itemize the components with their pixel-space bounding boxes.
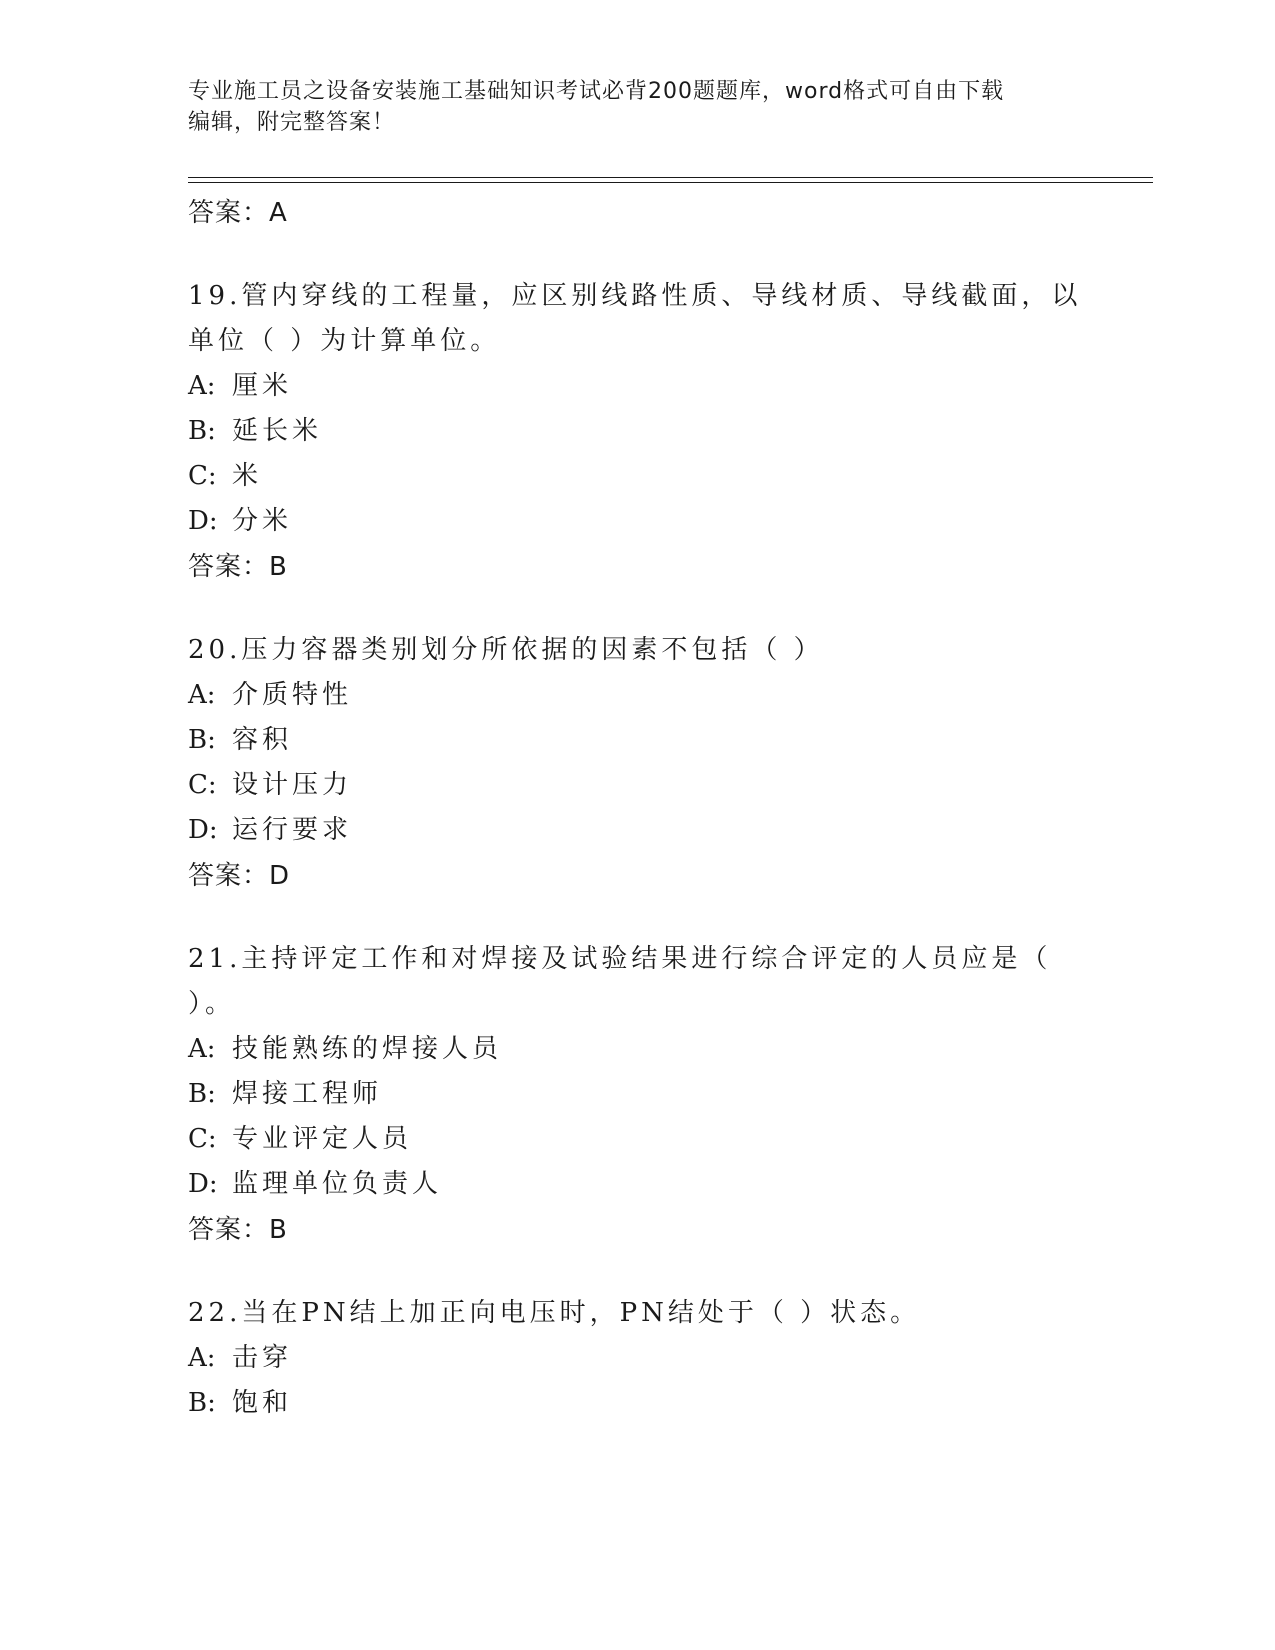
question-22 bbox=[188, 1291, 1088, 1426]
question-20 bbox=[188, 628, 1088, 899]
question-stem: 20.压力容器类别划分所依据的因素不包括（ ） bbox=[188, 635, 824, 665]
option-letter: C: bbox=[188, 461, 217, 491]
previous-answer: 答案：A bbox=[188, 198, 288, 228]
option-a bbox=[188, 1027, 1088, 1072]
option-text: 击穿 bbox=[232, 1343, 293, 1373]
option-letter: A: bbox=[188, 1343, 216, 1373]
question-stem: 21.主持评定工作和对焊接及试验结果进行综合评定的人员应是（ ）。 bbox=[188, 944, 1052, 1019]
document-header bbox=[188, 76, 1068, 138]
option-b bbox=[188, 1381, 1088, 1426]
question-stem: 19.管内穿线的工程量，应区别线路性质、导线材质、导线截面，以单位（ ）为计算单位。 bbox=[188, 281, 1082, 356]
option-text: 延长米 bbox=[232, 416, 323, 446]
question-19 bbox=[188, 274, 1088, 590]
option-c bbox=[188, 1117, 1088, 1162]
option-letter: B: bbox=[188, 1388, 216, 1418]
option-letter: C: bbox=[188, 770, 217, 800]
option-c bbox=[188, 454, 1088, 499]
option-letter: C: bbox=[188, 1124, 217, 1154]
option-letter: A: bbox=[188, 680, 216, 710]
option-c bbox=[188, 763, 1088, 808]
option-d bbox=[188, 808, 1088, 853]
option-d bbox=[188, 1162, 1088, 1207]
answer-label: 答案：B bbox=[188, 552, 288, 582]
option-letter: B: bbox=[188, 1079, 216, 1109]
option-letter: D: bbox=[188, 815, 218, 845]
option-letter: B: bbox=[188, 416, 216, 446]
option-text: 分米 bbox=[232, 506, 293, 536]
option-a bbox=[188, 673, 1088, 718]
header-divider-top bbox=[188, 177, 1153, 178]
option-text: 米 bbox=[232, 461, 263, 491]
option-b bbox=[188, 409, 1088, 454]
option-a bbox=[188, 1336, 1088, 1381]
option-text: 运行要求 bbox=[232, 815, 353, 845]
option-text: 设计压力 bbox=[232, 770, 353, 800]
answer-label: 答案：D bbox=[188, 861, 291, 891]
option-text: 焊接工程师 bbox=[232, 1079, 383, 1109]
option-letter: A: bbox=[188, 1034, 216, 1064]
answer-label: 答案：B bbox=[188, 1215, 288, 1245]
option-letter: A: bbox=[188, 371, 216, 401]
option-text: 介质特性 bbox=[232, 680, 353, 710]
option-letter: D: bbox=[188, 1169, 218, 1199]
header-line-1: 专业施工员之设备安装施工基础知识考试必背200题题库，word格式可自由下载 bbox=[188, 79, 1005, 104]
option-b bbox=[188, 718, 1088, 763]
option-text: 技能熟练的焊接人员 bbox=[232, 1034, 503, 1064]
question-21 bbox=[188, 937, 1088, 1253]
header-divider-bottom bbox=[188, 182, 1153, 183]
option-text: 厘米 bbox=[232, 371, 293, 401]
option-d bbox=[188, 499, 1088, 544]
option-letter: B: bbox=[188, 725, 216, 755]
option-text: 饱和 bbox=[232, 1388, 293, 1418]
option-text: 容积 bbox=[232, 725, 293, 755]
option-text: 监理单位负责人 bbox=[232, 1169, 443, 1199]
option-text: 专业评定人员 bbox=[232, 1124, 413, 1154]
option-a bbox=[188, 364, 1088, 409]
question-list bbox=[188, 190, 1088, 1426]
option-b bbox=[188, 1072, 1088, 1117]
question-stem: 22.当在PN结上加正向电压时，PN结处于（ ）状态。 bbox=[188, 1298, 921, 1328]
header-line-2: 编辑，附完整答案！ bbox=[188, 110, 396, 135]
option-letter: D: bbox=[188, 506, 218, 536]
